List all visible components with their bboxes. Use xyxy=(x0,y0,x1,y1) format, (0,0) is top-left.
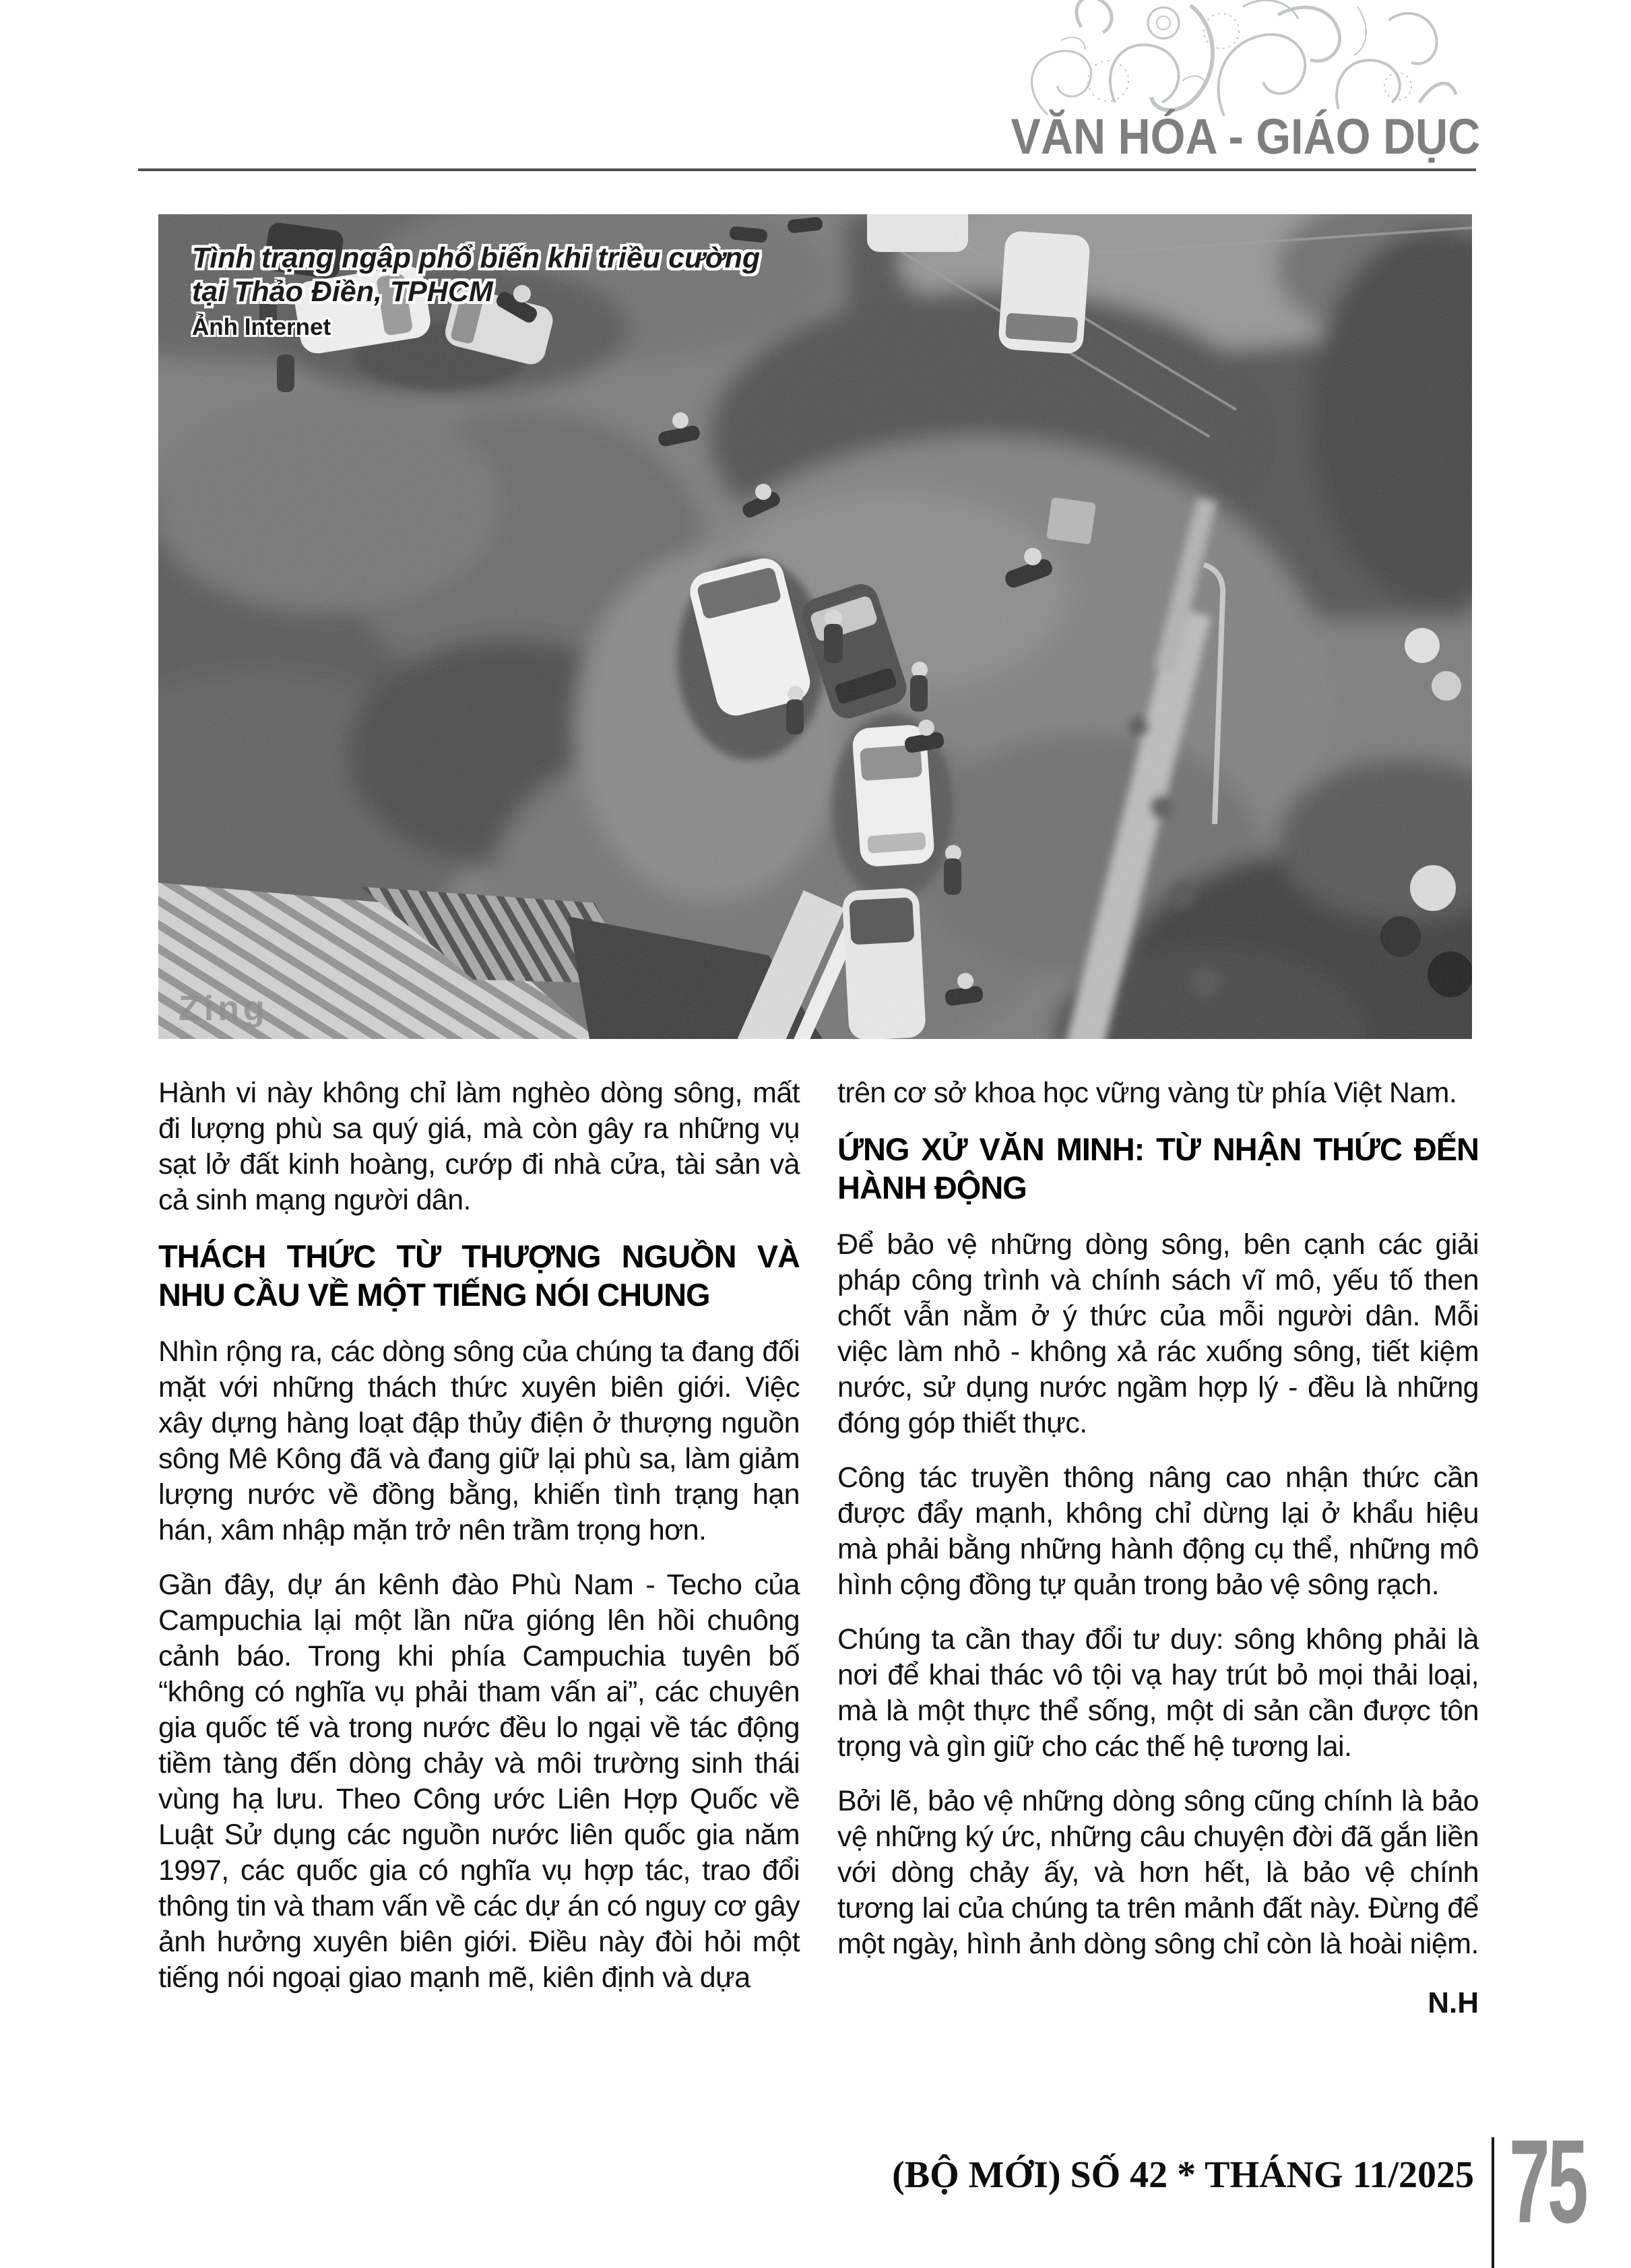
photo-credit: Ảnh Internet xyxy=(192,314,331,340)
section-heading-thach-thuc: THÁCH THỨC TỪ THƯỢNG NGUỒN VÀ NHU CẦU VỀ MỘT TIẾNG NÓI CHUNG xyxy=(158,1238,800,1313)
paragraph: Gần đây, dự án kênh đào Phù Nam - Techo của Campuchia lại một lần nữa gióng lên hồi chuông cảnh báo. Trong khi phía Campuchia tuyên bố “không có nghĩa vụ phải tham vấn ai”, các chuyên gia quốc tế và trong nước đều lo ngại về tác động tiềm tàng đến dòng chảy và môi trường sinh thái vùng hạ lưu. Theo Công ước Liên Hợp Quốc về Luật Sử dụng các nguồn nước liên quốc gia năm 1997, các quốc gia có nghĩa vụ hợp tác, trao đổi thông tin và tham vấn về các dự án có nguy cơ gây ảnh hưởng xuyên biên giới. Điều này đòi hỏi một tiếng nói ngoại giao mạnh mẽ, kiên định và dựa xyxy=(158,1569,800,1994)
author-signature: N.H xyxy=(1428,1986,1479,2019)
photo-caption-line2: tại Thảo Điền, TPHCM xyxy=(192,276,493,308)
section-heading-ung-xu: ỨNG XỬ VĂN MINH: TỪ NHẬN THỨC ĐẾN HÀNH ĐỘNG xyxy=(837,1131,1479,1205)
paragraph: Chúng ta cần thay đổi tư duy: sông không phải là nơi để khai thác vô tội vạ hay trút bỏ mọi thải loại, mà là một thực thể sống, một di sản cần được tôn trọng và gìn giữ cho các thế hệ tương lai. xyxy=(837,1623,1479,1763)
paragraph: Để bảo vệ những dòng sông, bên cạnh các giải pháp công trình và chính sách vĩ mô, yếu tố then chốt vẫn nằm ở ý thức của mỗi người dân. Mỗi việc làm nhỏ - không xả rác xuống sông, tiết kiệm nước, sử dụng nước ngầm hợp lý - đều là những đóng góp thiết thực. xyxy=(837,1228,1479,1439)
paragraph: trên cơ sở khoa học vững vàng từ phía Việt Nam. xyxy=(837,1077,1457,1109)
right-column xyxy=(837,1075,1479,2021)
photo-caption xyxy=(192,241,760,309)
photo-watermark: Zing xyxy=(179,989,269,1028)
flood-photo xyxy=(158,214,1472,1039)
masthead-ornament-graphic xyxy=(1021,0,1457,116)
paragraph: Hành vi này không chỉ làm nghèo dòng sông, mất đi lượng phù sa quý giá, mà còn gây ra những vụ sạt lở đất kinh hoàng, cướp đi nhà cửa, tài sản và cả sinh mạng người dân. xyxy=(158,1077,800,1216)
paragraph: Bởi lẽ, bảo vệ những dòng sông cũng chính là bảo vệ những ký ức, những câu chuyện đời đã gắn liền với dòng chảy ấy, và hơn hết, là bảo vệ chính tương lai của chúng ta trên mảnh đất này. Đừng để một ngày, hình ảnh dòng sông chỉ còn là hoài niệm. xyxy=(837,1785,1479,1960)
header-rule xyxy=(138,168,1476,171)
flood-photo-graphic xyxy=(158,214,1472,1039)
page-number: 75 xyxy=(1509,2116,1586,2248)
footer-issue-info: (BỘ MỚI) SỐ 42 * THÁNG 11/2025 xyxy=(892,2154,1474,2196)
paragraph: Nhìn rộng ra, các dòng sông của chúng ta đang đối mặt với những thách thức xuyên biên giới. Việc xây dựng hàng loạt đập thủy điện ở thượng nguồn sông Mê Kông đã và đang giữ lại phù sa, làm giảm lượng nước về đồng bằng, khiến tình trạng hạn hán, xâm nhập mặn trở nên trầm trọng hơn. xyxy=(158,1335,800,1546)
photo-caption-line1: Tình trạng ngập phổ biến khi triều cường xyxy=(192,242,761,274)
footer-divider xyxy=(1492,2137,1494,2268)
paragraph: Công tác truyền thông nâng cao nhận thức cần được đẩy mạnh, không chỉ dừng lại ở khẩu hiệu mà phải bằng những hành động cụ thể, những mô hình cộng đồng tự quản trong bảo vệ sông rạch. xyxy=(837,1461,1479,1601)
section-title: VĂN HÓA - GIÁO DỤC xyxy=(1011,108,1480,164)
left-column xyxy=(158,1075,800,2015)
